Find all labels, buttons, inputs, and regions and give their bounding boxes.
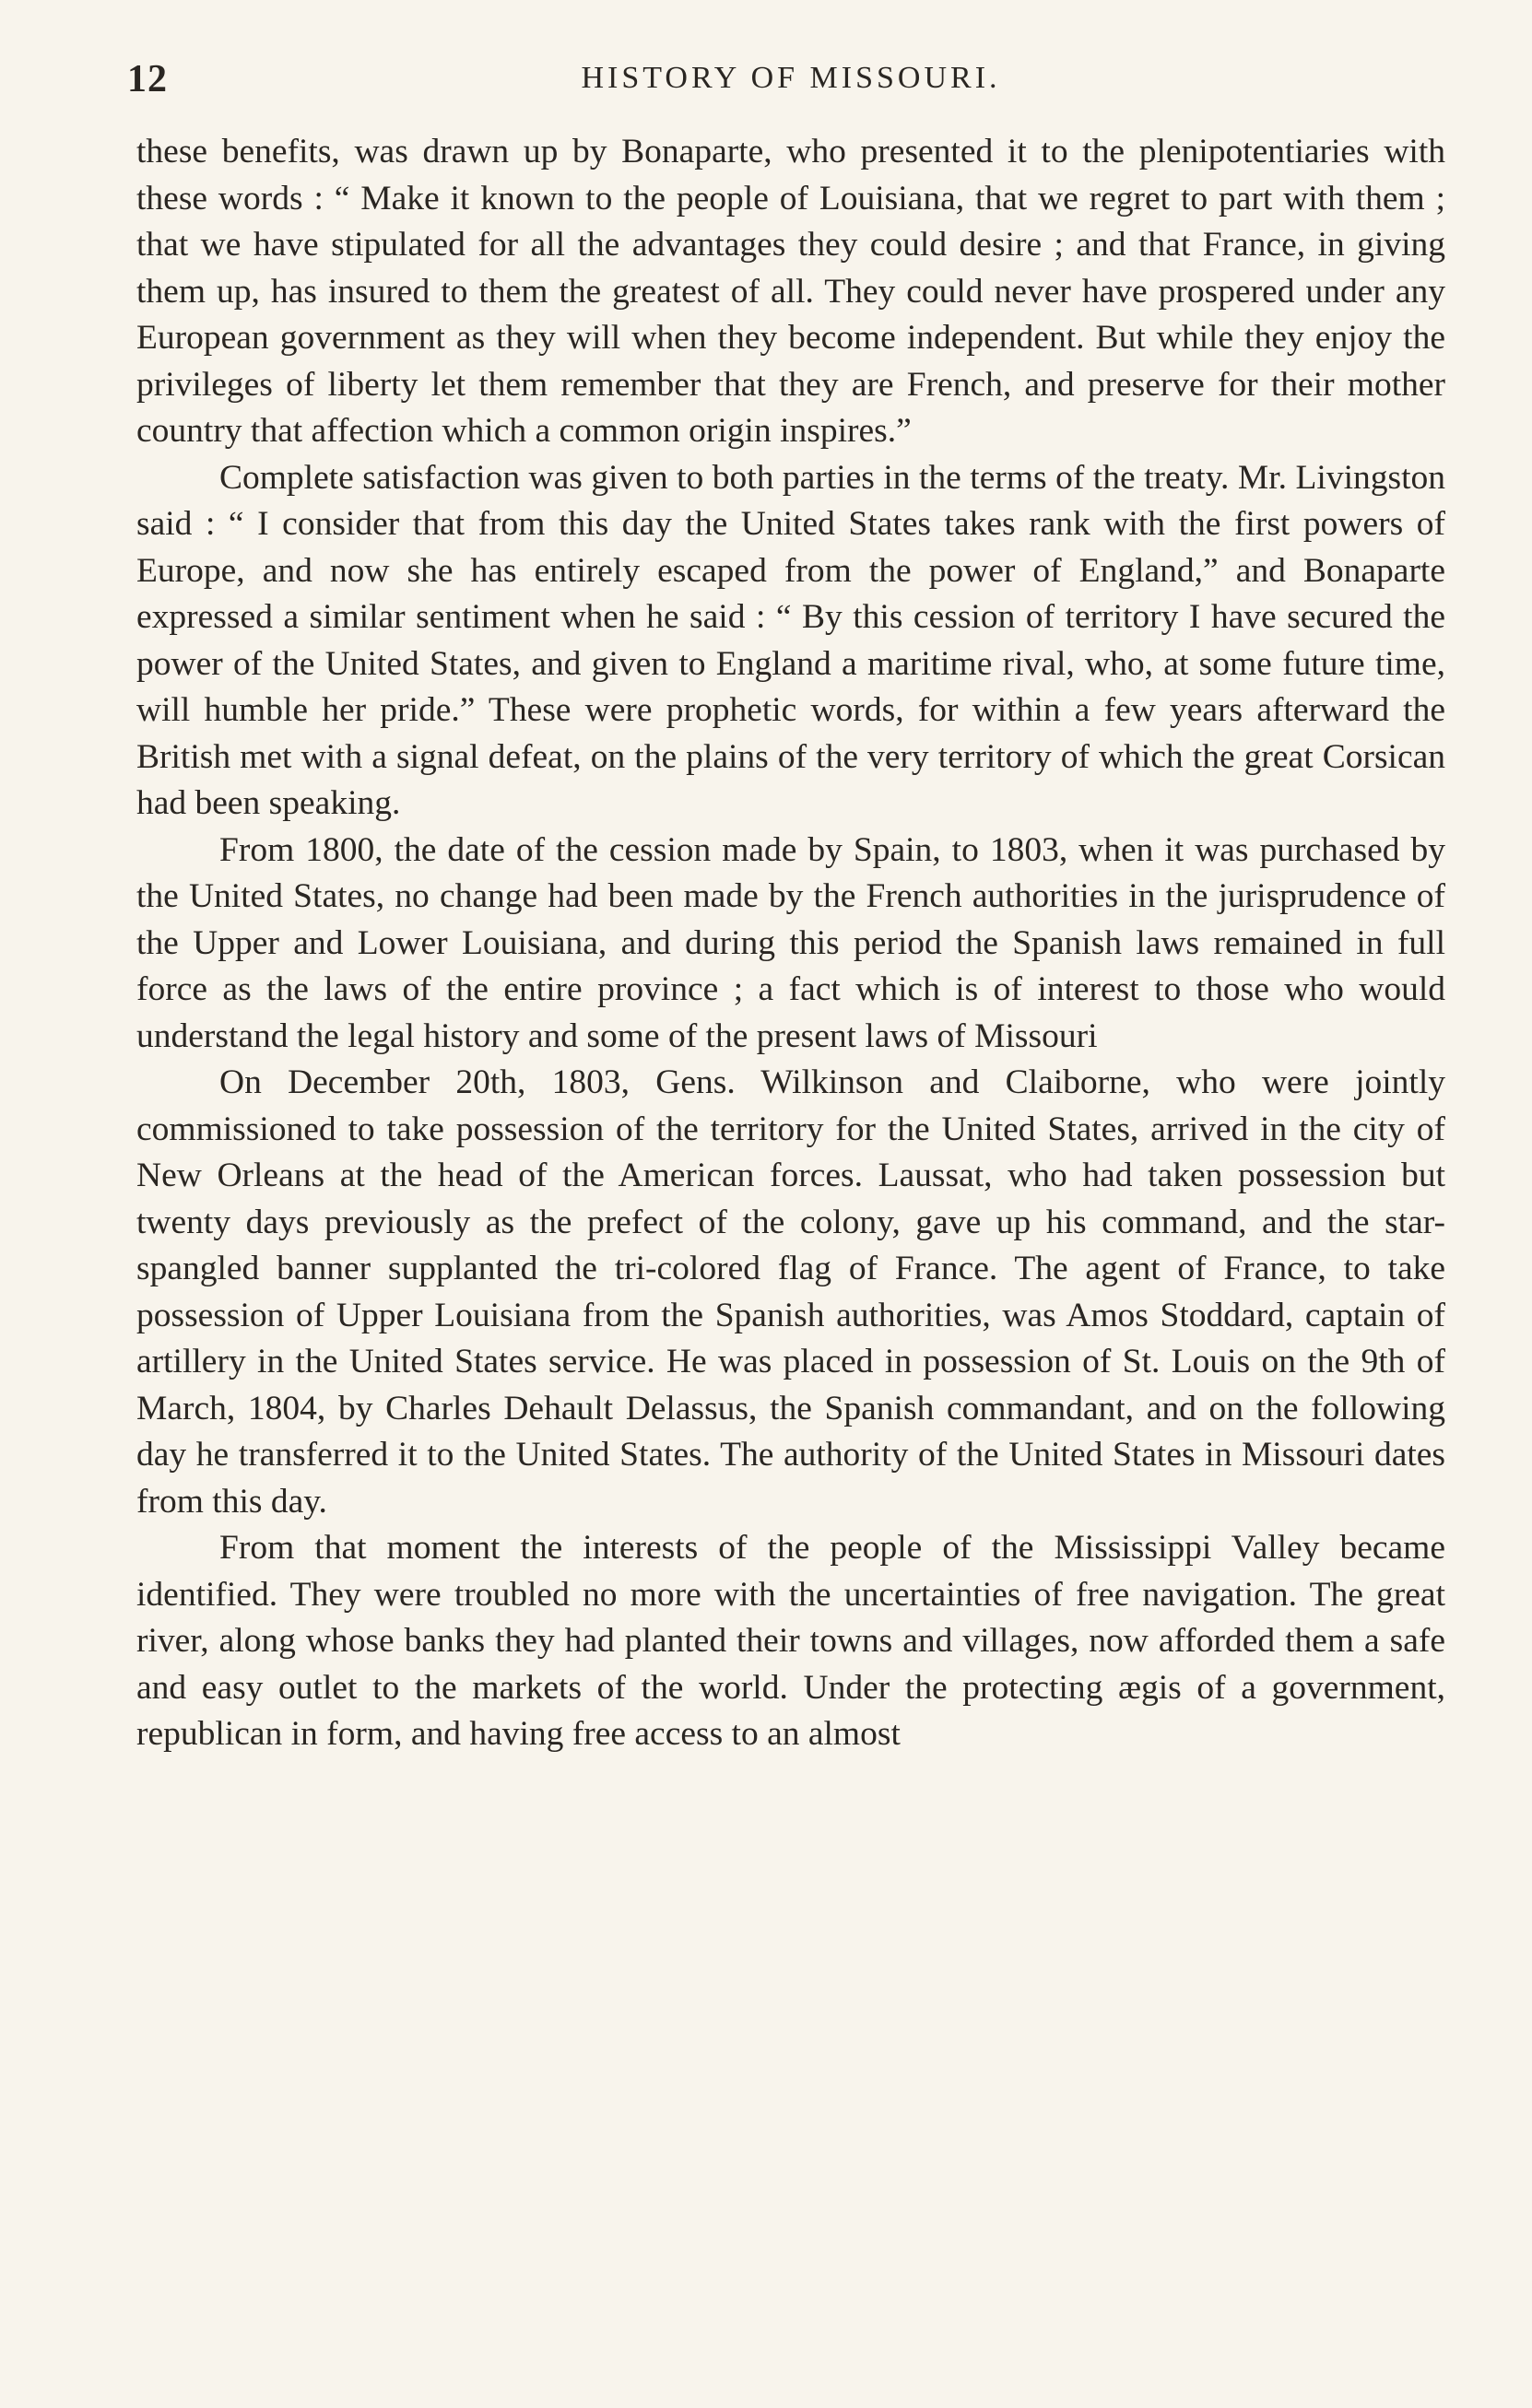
- body-text: [136, 129, 1445, 1758]
- paragraph-continuation: these benefits, was drawn up by Bonaparte, who presented it to the plenipotentiaries with these words : “ Make it known to the people of Louisiana, that we regret to part with them ; that we have stipulated for all the advantages they could desire ; and that France, in giving them up, has insured to them the greatest of all. They could never have prospered under any European government as they will when they become independent. But while they enjoy the privileges of liberty let them remember that they are French, and preserve for their mother country that affection which a common origin inspires.”: [136, 133, 1445, 450]
- paragraph-jurisprudence: From 1800, the date of the cession made by Spain, to 1803, when it was purchased by the United States, no change had been made by the French authorities in the jurisprudence of the Upper and Lower Louisiana, and during this period the Spanish laws remained in full force as the laws of the entire province ; a fact which is of interest to those who would understand the legal history and some of the present laws of Missouri: [136, 830, 1445, 1055]
- paragraph-mississippi-valley: From that moment the interests of the people of the Mississippi Valley became identified. They were troubled no more with the uncertainties of free navigation. The great river, along whose banks they had planted their towns and villages, now afforded them a safe and easy outlet to the markets of the world. Under the protecting ægis of a government, republican in form, and having free access to an almost: [136, 1529, 1445, 1753]
- paragraph-treaty-satisfaction: Complete satisfaction was given to both parties in the terms of the treaty. Mr. Livingston said : “ I consider that from this day the United States takes rank with the first powers of Europe, and now she has entirely escaped from the power of England,” and Bonaparte expressed a similar sentiment when he said : “ By this cession of territory I have secured the power of the United States, and given to England a maritime rival, who, at some future time, will humble her pride.” These were prophetic words, for within a few years afterward the British met with a signal defeat, on the plains of the very territory of which the great Corsican had been speaking.: [136, 458, 1445, 822]
- page-header: [127, 57, 1455, 112]
- paragraph-possession: On December 20th, 1803, Gens. Wilkinson and Claiborne, who were jointly commissioned to take possession of the territory for the United States, arrived in the city of New Orleans at the head of the American forces. Laussat, who had taken possession but twenty days previously as the prefect of the colony, gave up his command, and the star-spangled banner supplanted the tri-colored flag of France. The agent of France, to take possession of Upper Louisiana from the Spanish authorities, was Amos Stoddard, captain of artillery in the United States service. He was placed in possession of St. Louis on the 9th of March, 1804, by Charles Dehault Delassus, the Spanish commandant, and on the following day he transferred it to the United States. The authority of the United States in Missouri dates from this day.: [136, 1063, 1445, 1521]
- page-number: 12: [127, 58, 168, 100]
- running-title: HISTORY OF MISSOURI.: [581, 61, 1001, 95]
